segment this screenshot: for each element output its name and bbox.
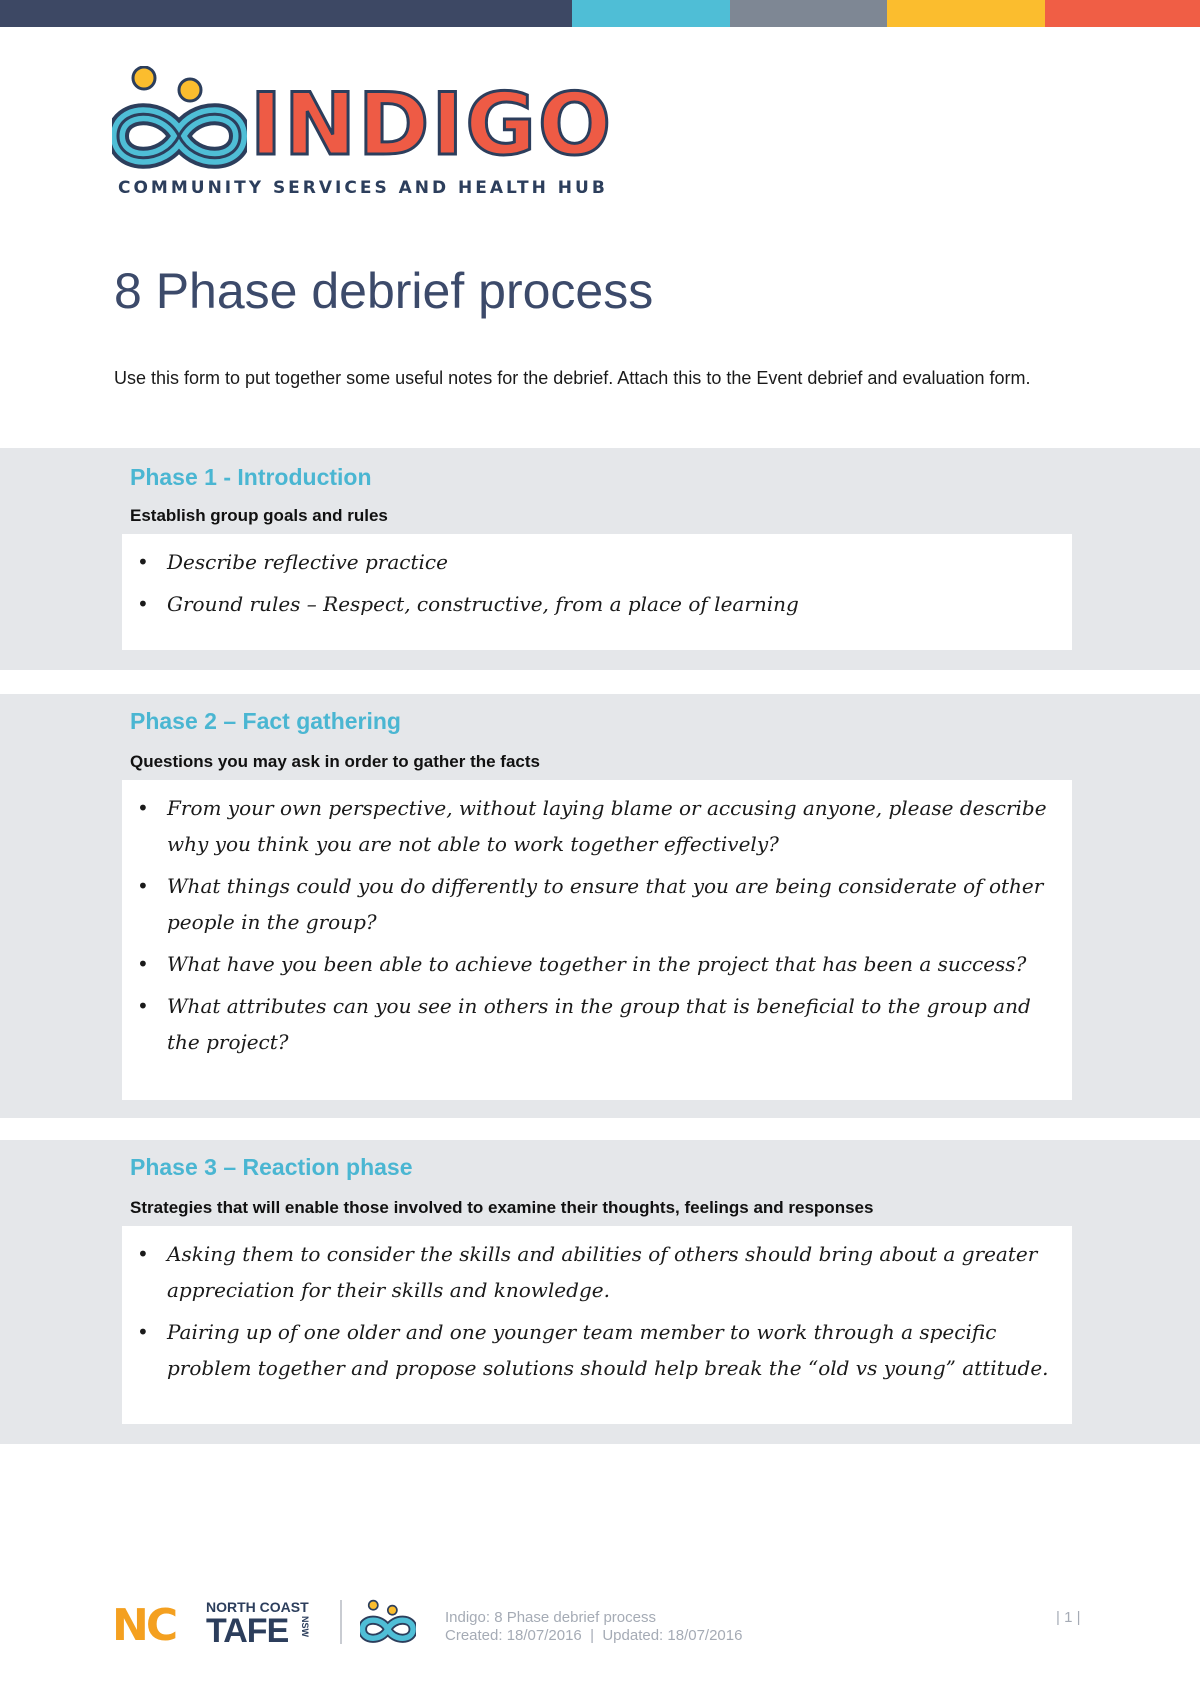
phase-3-notes[interactable] bbox=[122, 1226, 1072, 1424]
phase-1-section bbox=[0, 448, 1200, 670]
tafe-north-coast-label: NORTH COAST bbox=[206, 1599, 309, 1615]
list-item: • What attributes can you see in others in the group that is beneficial to the group and the project? bbox=[167, 988, 1052, 1060]
phase-1-subtitle: Establish group goals and rules bbox=[130, 506, 388, 525]
list-item: • Describe reflective practice bbox=[167, 544, 1052, 580]
tafe-label: TAFE bbox=[206, 1612, 289, 1650]
tafe-monogram: NC bbox=[112, 1600, 176, 1651]
bar-segment-yellow bbox=[887, 0, 1045, 27]
top-color-bar bbox=[0, 0, 1200, 27]
page-title: 8 Phase debrief process bbox=[114, 263, 654, 319]
logo-tagline: COMMUNITY SERVICES AND HEALTH HUB bbox=[118, 178, 608, 198]
footer-divider bbox=[340, 1600, 342, 1644]
intro-text: Use this form to put together some useful notes for the debrief. Attach this to the Event debrief and evaluation form. bbox=[114, 368, 1031, 388]
phase-3-section bbox=[0, 1140, 1200, 1444]
phase-2-notes[interactable] bbox=[122, 780, 1072, 1100]
logo-wordmark: INDIGO bbox=[250, 75, 614, 175]
bar-segment-navy bbox=[0, 0, 572, 27]
bar-segment-grey bbox=[730, 0, 887, 27]
list-item: • Ground rules – Respect, constructive, from a place of learning bbox=[167, 586, 1052, 622]
indigo-small-icon bbox=[360, 1598, 416, 1646]
phase-2-subtitle: Questions you may ask in order to gather the facts bbox=[130, 752, 540, 771]
list-item: • Asking them to consider the skills and abilities of others should bring about a greater appreciation for their skills and knowledge. bbox=[167, 1236, 1052, 1308]
tafe-nsw-label: NSW bbox=[300, 1616, 310, 1637]
phase-3-title: Phase 3 – Reaction phase bbox=[130, 1154, 413, 1180]
list-item: • Pairing up of one older and one younger team member to work through a specific problem together and propose solutions should help break the “old vs young” attitude. bbox=[167, 1314, 1052, 1386]
footer-doc-info bbox=[445, 1609, 742, 1645]
indigo-logo bbox=[112, 66, 614, 206]
footer-dates: Created: 18/07/2016 | Updated: 18/07/2016 bbox=[445, 1627, 743, 1644]
phase-1-title: Phase 1 - Introduction bbox=[130, 464, 372, 490]
bar-segment-orange bbox=[1045, 0, 1200, 27]
infinity-people-icon bbox=[112, 66, 247, 171]
phase-3-subtitle: Strategies that will enable those involved to examine their thoughts, feelings and responses bbox=[130, 1198, 874, 1217]
phase-1-notes[interactable] bbox=[122, 534, 1072, 650]
footer-doc-name: Indigo: 8 Phase debrief process bbox=[445, 1609, 656, 1626]
list-item: • What have you been able to achieve together in the project that has been a success? bbox=[167, 946, 1052, 982]
phase-2-section bbox=[0, 694, 1200, 1118]
bar-segment-teal bbox=[572, 0, 730, 27]
list-item: • From your own perspective, without laying blame or accusing anyone, please describe why you think you are not able to work together effectively? bbox=[167, 790, 1052, 862]
page-number: | 1 | bbox=[1056, 1609, 1081, 1626]
phase-2-title: Phase 2 – Fact gathering bbox=[130, 708, 401, 734]
list-item: • What things could you do differently to ensure that you are being considerate of other people in the group? bbox=[167, 868, 1052, 940]
